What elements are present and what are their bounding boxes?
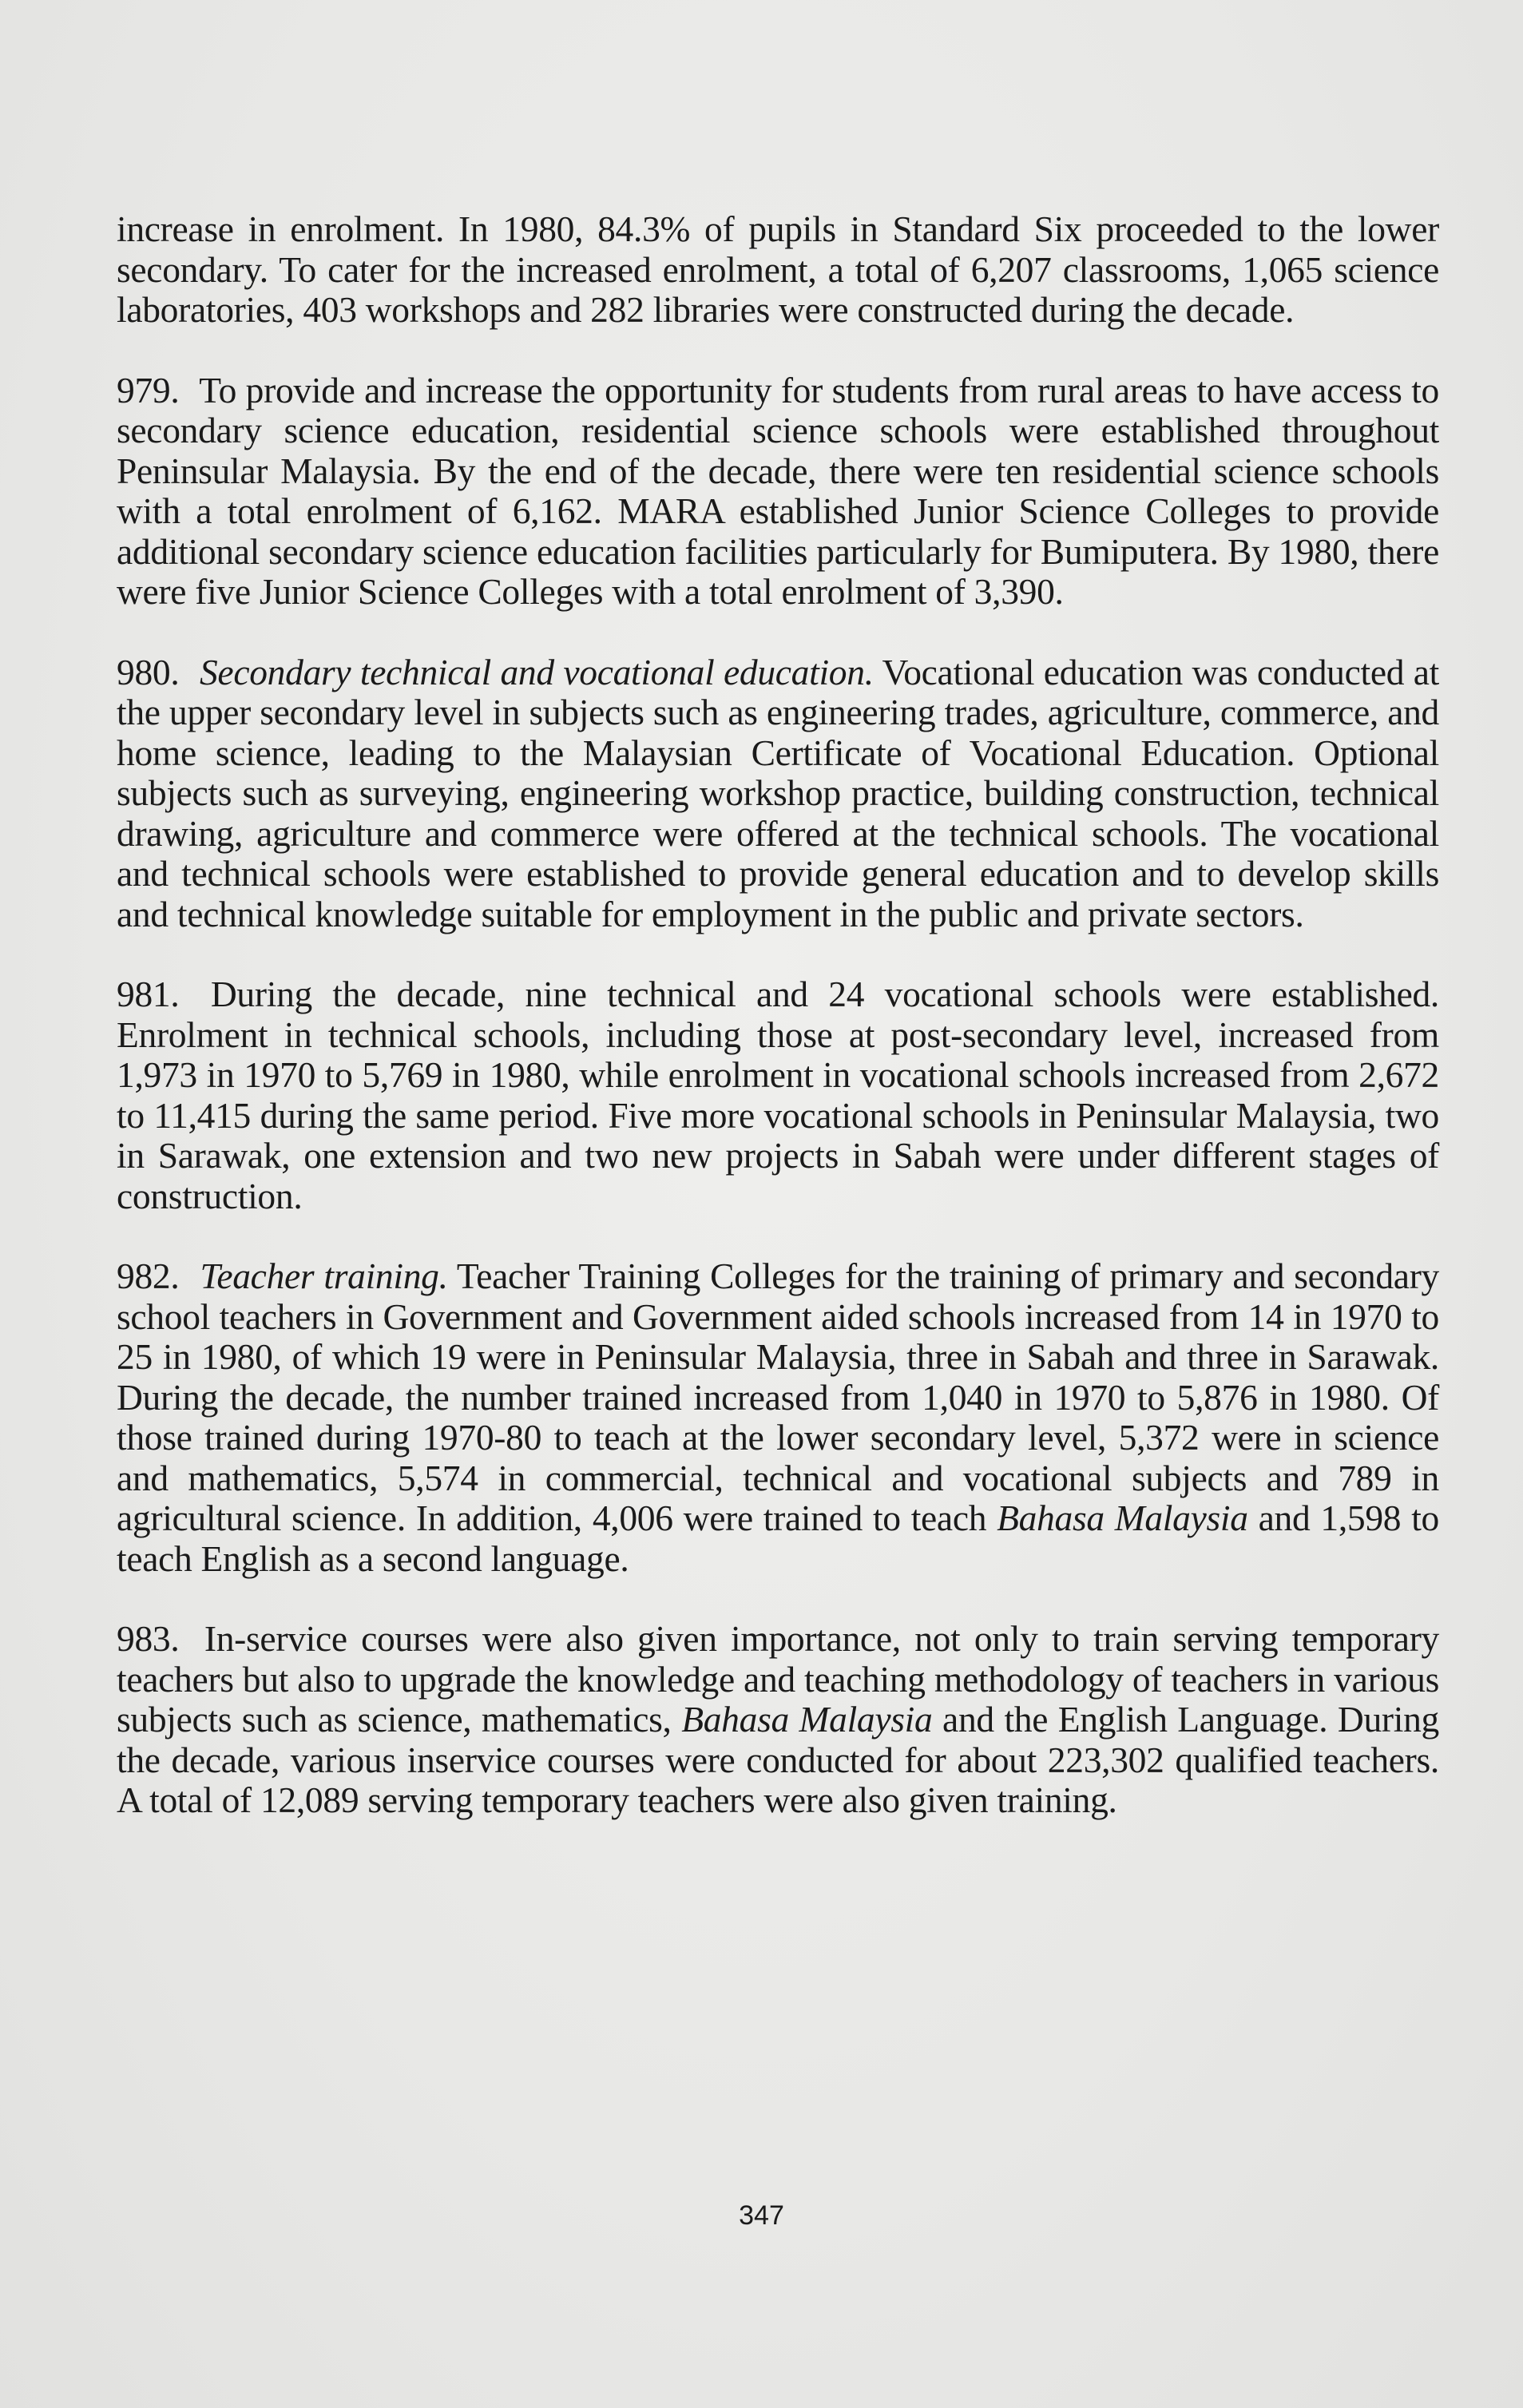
paragraph-text-part: and 1,598 to teach English as a second language. [117,1498,1439,1579]
paragraph-text-part-italic: Bahasa Malaysia [997,1498,1248,1538]
paragraph-text-part: and the English Language. During the decade, various inservice courses were conducted for about 223,302 qualified teachers. A total of 12,089 serving temporary teachers were also given training. [117,1699,1439,1820]
paragraph-text: Vocational education was conducted at the upper secondary level in subjects such as engineering trades, agriculture, commerce, and home science, leading to the Malaysian Certificate of Vocational Education. Optional subjects such as surveying, engineering workshop practice, building construction, technical drawing, agriculture and commerce were offered at the technical schools. The vocational and technical schools were established to provide general education and to develop skills and technical knowledge suitable for employment in the public and private sectors. [117,651,1439,934]
paragraph-text: increase in enrolment. In 1980, 84.3% of pupils in Standard Six proceeded to the lower secondary. To cater for the increased enrolment, a total of 6,207 classrooms, 1,065 science laboratories, 403 workshops and 282 libraries were constructed during the decade. [117,208,1439,330]
paragraph-text: During the decade, nine technical and 24 vocational schools were established. Enrolment in technical schools, including those at post-secondary level, increased from 1,973 in 1970 to 5,769 in 1980, while enrolment in vocational schools increased from 2,672 to 11,415 during the same period. Five more vocational schools in Peninsular Malaysia, two in Sarawak, one extension and two new projects in Sabah were under different stages of construction. [117,974,1439,1216]
paragraph-heading: Teacher training. [200,1256,448,1296]
paragraph-number: 979. [117,369,180,411]
paragraph-number: 982. [117,1256,180,1296]
paragraph-980 [117,653,1439,935]
paragraph-number: 983. [117,1618,180,1659]
body-text [117,209,1439,1821]
paragraph-983 [117,1619,1439,1821]
paragraph-text-part-italic: Bahasa Malaysia [681,1699,933,1740]
paragraph-number: 980. [117,651,180,692]
paragraph-text: To provide and increase the opportunity for students from rural areas to have access to secondary science education, residential science schools were established throughout Peninsular Malaysia. By the end of the decade, there were ten residential science schools with a total enrolment of 6,162. MARA established Junior Science Colleges to provide additional secondary science education facilities particularly for Bumiputera. By 1980, there were five Junior Science Colleges with a total enrolment of 3,390. [117,369,1439,612]
paragraph-979 [117,371,1439,613]
paragraph-continuation [117,209,1439,331]
page-number: 347 [739,2200,784,2231]
paragraph-982 [117,1256,1439,1579]
paragraph-981 [117,974,1439,1216]
paragraph-text-part: Teacher Training Colleges for the training of primary and secondary school teachers in Government and Government aided schools increased from 14 in 1970 to 25 in 1980, of which 19 were in Peninsular Malaysia, three in Sabah and three in Sarawak. During the decade, the number trained increased from 1,040 in 1970 to 5,876 in 1980. Of those trained during 1970-80 to teach at the lower secondary level, 5,372 were in science and mathematics, 5,574 in commercial, technical and vocational subjects and 789 in agricultural science. In addition, 4,006 were trained to teach [117,1256,1439,1538]
paragraph-text-part: In-service courses were also given importance, not only to train serving temporary teachers but also to upgrade the knowledge and teaching methodology of teachers in various subjects such as science, mathematics, [117,1618,1439,1740]
paragraph-heading: Secondary technical and vocational education. [199,651,874,692]
paragraph-number: 981. [117,974,180,1014]
